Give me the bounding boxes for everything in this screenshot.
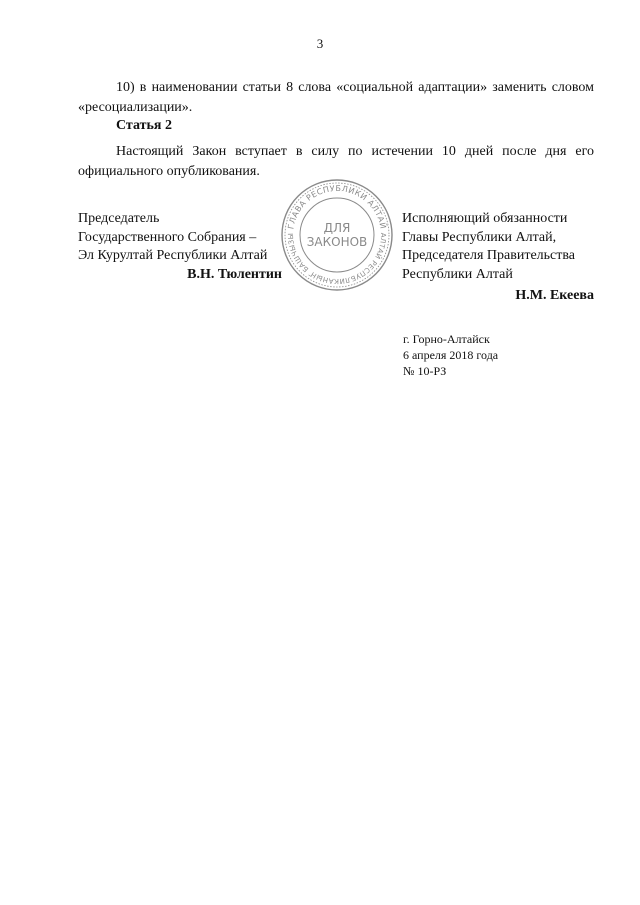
seal-ring-bottom: АЛТАЙ РЕСПУБЛИКАНЫҤ БАШЧЫЗЫ [286, 232, 388, 286]
signatory-right-name: Н.М. Екеева [515, 288, 594, 303]
signatory-right-line2: Главы Республики Алтай, [402, 229, 557, 245]
place-date-number [403, 331, 498, 379]
article-2-text: Настоящий Закон вступает в силу по истечении 10 дней после дня его официального опубликования. [78, 144, 594, 179]
signatory-left-line2: Государственного Собрания – [78, 229, 257, 245]
signatory-right [402, 210, 594, 306]
law-number: № 10-РЗ [403, 364, 447, 378]
seal-center-line1: ДЛЯ [323, 221, 351, 235]
seal-center-line2: ЗАКОНОВ [306, 235, 368, 249]
signatory-left-line1: Председатель [78, 211, 160, 226]
signatory-right-line3: Председателя Правительства [402, 248, 576, 263]
article-2-heading: Статья 2 [116, 118, 172, 133]
signing-date: 6 апреля 2018 года [403, 348, 499, 362]
signatory-right-line1: Исполняющий обязанности [402, 211, 568, 226]
signatory-left [78, 210, 282, 284]
signatory-right-line4: Республики Алтай [402, 266, 513, 282]
seal-ring-top: ГЛАВА РЕСПУБЛИКИ АЛТАЙ [286, 183, 388, 230]
page-number: 3 [316, 36, 324, 51]
official-seal-icon [280, 178, 394, 292]
signatory-left-name: В.Н. Тюлентин [187, 266, 282, 282]
place-of-signing: г. Горно-Алтайск [403, 332, 490, 346]
amendment-item-10: 10) в наименовании статьи 8 слова «социальной адаптации» заменить словом «ресоциализации». [78, 80, 594, 115]
signatory-left-line3: Эл Курултай Республики Алтай [78, 248, 268, 263]
